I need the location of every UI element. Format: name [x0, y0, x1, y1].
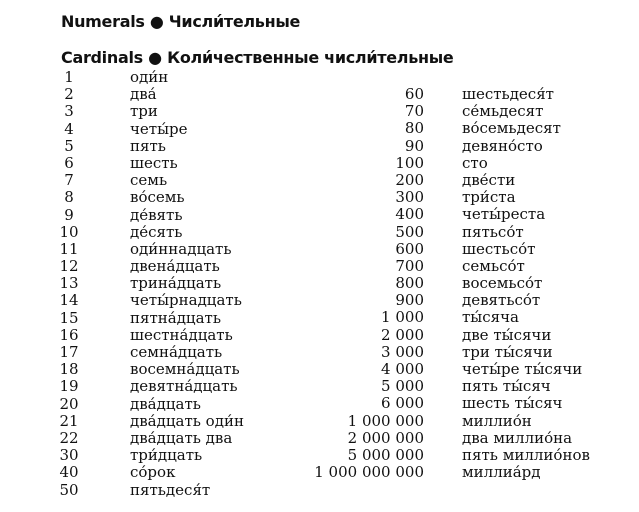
russian-word: четы́рнадцать	[130, 291, 242, 310]
russian-word: два́дцать два	[130, 428, 233, 447]
russian-word: семьсо́т	[462, 256, 525, 275]
number-row	[300, 411, 532, 430]
russian-word: пять миллио́нов	[462, 445, 590, 464]
russian-word: миллио́н	[462, 411, 532, 430]
number-row	[52, 360, 240, 379]
numeral: 2	[64, 85, 74, 104]
number-row	[300, 360, 583, 378]
number-row	[52, 136, 166, 155]
russian-word: четы́ре ты́сячи	[462, 360, 583, 378]
number-row	[52, 377, 238, 396]
numeral: 2 000	[381, 325, 424, 344]
numeral: 200	[395, 170, 424, 189]
numeral: 22	[59, 428, 79, 447]
numeral: 6	[64, 153, 74, 172]
number-row	[300, 136, 543, 155]
numeral: 900	[395, 291, 424, 310]
numeral: 1 000 000 000	[314, 463, 424, 482]
numeral: 30	[59, 446, 79, 465]
number-row	[300, 274, 543, 293]
russian-word: два́дцать	[130, 394, 201, 413]
russian-word: во́семьдесят	[462, 119, 561, 138]
number-row	[300, 153, 488, 172]
russian-word: девятьсо́т	[462, 291, 541, 310]
numerals-heading: Numerals ● Числи́тельные	[61, 12, 301, 31]
russian-word: семь	[130, 171, 168, 190]
russian-word: де́сять	[130, 222, 183, 241]
russian-word: три́дцать	[130, 446, 203, 465]
number-row	[52, 239, 232, 258]
russian-word: шестьдеся́т	[462, 85, 554, 103]
number-row	[52, 291, 242, 310]
numeral: 1 000	[381, 308, 424, 327]
numeral: 3 000	[381, 342, 424, 361]
number-row	[300, 342, 553, 361]
number-row	[52, 480, 211, 499]
number-row	[52, 446, 203, 465]
numeral: 19	[59, 377, 79, 396]
number-row	[300, 239, 536, 258]
russian-word: две́сти	[462, 170, 516, 189]
number-row	[300, 205, 546, 224]
number-row	[300, 445, 590, 464]
russian-word: две ты́сячи	[462, 325, 552, 344]
russian-word: два́	[130, 85, 157, 104]
russian-word: де́вять	[130, 205, 183, 224]
russian-word: пятьсо́т	[462, 222, 524, 241]
number-row	[52, 463, 176, 482]
number-row	[300, 394, 563, 413]
russian-word: оди́ннадцать	[130, 239, 232, 258]
numeral: 2 000 000	[347, 428, 424, 447]
russian-word: со́рок	[130, 463, 176, 482]
numeral: 500	[395, 222, 424, 241]
numeral: 20	[59, 394, 79, 413]
number-row	[300, 170, 516, 189]
numeral: 16	[59, 325, 79, 344]
number-row	[300, 325, 552, 344]
numeral: 8	[64, 188, 74, 207]
number-row	[52, 325, 233, 344]
numeral: 40	[59, 463, 79, 482]
russian-word: два миллио́на	[462, 428, 573, 447]
number-row	[52, 411, 244, 430]
numbers-right-column	[300, 85, 590, 482]
russian-word: восемна́дцать	[130, 360, 240, 379]
numeral: 3	[64, 102, 74, 121]
russian-word: шестна́дцать	[130, 325, 233, 344]
number-row	[52, 274, 222, 293]
number-row	[52, 428, 233, 447]
numeral: 10	[59, 222, 79, 241]
russian-word: шесть	[130, 153, 178, 172]
russian-word: шестьсо́т	[462, 239, 536, 258]
numeral: 4 000	[381, 360, 424, 378]
number-row	[300, 428, 573, 447]
number-row	[52, 394, 201, 413]
number-row	[52, 68, 169, 86]
numeral: 18	[59, 360, 79, 379]
russian-word: се́мьдесят	[462, 102, 544, 121]
russian-word: пять ты́сяч	[462, 377, 551, 396]
number-row	[52, 171, 168, 190]
number-row	[300, 188, 516, 207]
numeral: 90	[404, 136, 424, 155]
number-row	[52, 188, 185, 207]
russian-word: три́ста	[462, 188, 516, 207]
number-row	[300, 222, 524, 241]
numeral: 14	[59, 291, 79, 310]
numeral: 600	[395, 239, 424, 258]
russian-word: трина́дцать	[130, 274, 222, 293]
number-row	[300, 308, 519, 327]
russian-word: пятьдеся́т	[130, 480, 211, 499]
numeral: 300	[395, 188, 424, 207]
russian-word: два́дцать оди́н	[130, 411, 244, 430]
number-row	[52, 257, 220, 276]
number-row	[52, 153, 178, 172]
number-row	[300, 102, 544, 121]
numeral: 60	[404, 85, 424, 103]
numeral: 5 000	[381, 377, 424, 396]
number-row	[300, 256, 525, 275]
number-row	[300, 119, 561, 138]
russian-word: четы́реста	[462, 205, 546, 224]
numeral: 13	[59, 274, 79, 293]
number-row	[300, 463, 541, 482]
numeral: 100	[395, 153, 424, 172]
number-row	[52, 308, 221, 327]
numeral: 800	[395, 274, 424, 293]
numeral: 5 000 000	[347, 445, 424, 464]
number-row	[52, 205, 183, 224]
numeral: 12	[59, 257, 79, 276]
russian-word: семна́дцать	[130, 343, 223, 361]
number-row	[300, 85, 554, 103]
russian-word: четы́ре	[130, 119, 188, 138]
russian-word: двена́дцать	[130, 257, 220, 276]
number-row	[52, 102, 158, 121]
numeral: 21	[59, 411, 79, 430]
number-row	[300, 291, 541, 310]
numeral: 400	[395, 205, 424, 224]
numeral: 700	[395, 256, 424, 275]
numbers-left-column	[52, 68, 244, 499]
russian-word: три ты́сячи	[462, 342, 553, 361]
numeral: 70	[404, 102, 424, 121]
numeral: 17	[59, 343, 79, 361]
number-row	[52, 343, 223, 361]
numeral: 4	[64, 119, 74, 138]
numeral: 1	[64, 68, 74, 86]
russian-word: девяно́сто	[462, 136, 543, 155]
numeral: 1 000 000	[347, 411, 424, 430]
number-row	[300, 377, 551, 396]
russian-word: сто	[462, 153, 488, 172]
numeral: 80	[404, 119, 424, 138]
russian-word: оди́н	[130, 68, 169, 86]
russian-word: восемьсо́т	[462, 274, 543, 293]
russian-word: ты́сяча	[462, 308, 519, 327]
number-row	[52, 222, 183, 241]
cardinals-heading: Cardinals ● Коли́чественные числи́тельные	[61, 48, 454, 67]
numeral: 50	[59, 480, 79, 499]
russian-word: миллиа́рд	[462, 463, 541, 482]
russian-word: девятна́дцать	[130, 377, 238, 396]
russian-word: пятна́дцать	[130, 308, 221, 327]
numeral: 7	[64, 171, 74, 190]
number-row	[52, 85, 157, 104]
russian-word: пять	[130, 136, 166, 155]
number-row	[52, 119, 188, 138]
numeral: 6 000	[381, 394, 424, 413]
numeral: 15	[59, 308, 79, 327]
numeral: 9	[64, 205, 74, 224]
russian-word: шесть ты́сяч	[462, 394, 563, 413]
russian-word: во́семь	[130, 188, 185, 207]
numeral: 5	[64, 136, 74, 155]
russian-word: три	[130, 102, 158, 121]
numeral: 11	[59, 239, 79, 258]
